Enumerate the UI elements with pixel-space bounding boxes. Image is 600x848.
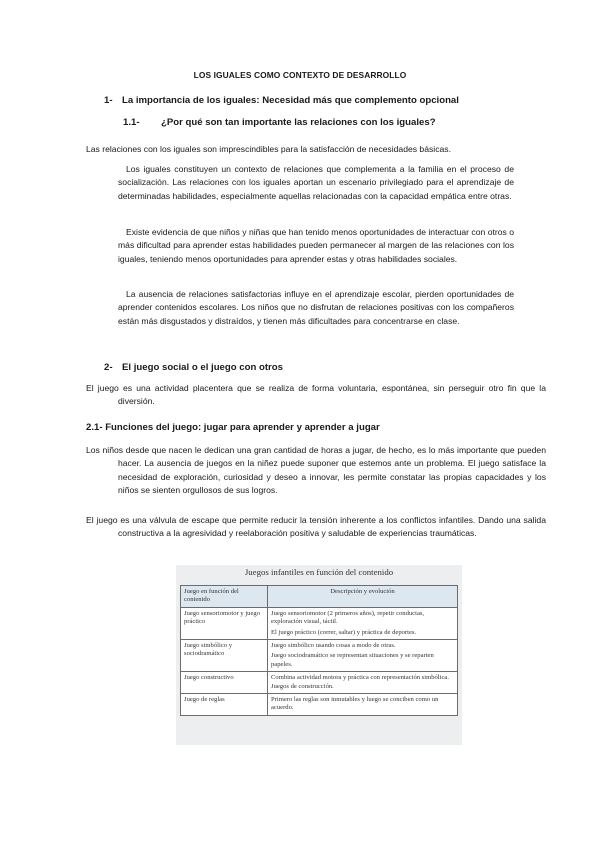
- section-2-number: 2-: [104, 362, 113, 373]
- table-header-cell: Juego en función del contenido: [181, 586, 268, 608]
- table-cell-type: Juego sensoriomotor y juego práctico: [181, 607, 268, 639]
- table-cell-description-line: Juego simbólico usando cosas a modo de otras.: [271, 642, 396, 650]
- section-1-paragraph-2: Existe evidencia de que niños y niñas que han tenido menos oportunidades de interactuar con otros o más dificultad para aprender estas habilidades pueden permanecer al margen de las relaciones con los iguales, teniendo menos oportunidades para aprender estas y otras habilidades sociales.: [118, 227, 514, 264]
- table-cell-description-line: Juego sensoriomotor (2 primeros años), repetir conductas, exploración visual, táctil.: [271, 609, 425, 626]
- table-cell-description: [268, 607, 458, 639]
- table-cell-type: Juego constructivo: [181, 672, 268, 694]
- section-1-paragraph-3: La ausencia de relaciones satisfactorias influye en el aprendizaje escolar, pierden oportunidades de aprender contenidos escolares. Los niños que no disfrutan de relaciones positivas con los compañeros están más disgustados y distraídos, y tienen más dificultades para concentrarse en clase.: [118, 289, 514, 326]
- section-2-1-heading: 2.1- Funciones del juego: jugar para aprender y aprender a jugar: [86, 422, 380, 433]
- section-2-heading: [104, 362, 524, 373]
- section-1-1-title: ¿Por qué son tan importante las relaciones con los iguales?: [161, 117, 436, 128]
- section-2-1-paragraph-2: El juego es una válvula de escape que permite reducir la tensión inherente a los conflictos infantiles. Dando una salida constructiva a la agresividad y reelaboración positiva y saludable de experiencias traumáticas.: [86, 515, 546, 539]
- section-1-intro: Las relaciones con los iguales son imprescindibles para la satisfacción de necesidades básicas.: [86, 144, 451, 154]
- table-cell-description: [268, 640, 458, 672]
- section-2-intro: El juego es una actividad placentera que se realiza de forma voluntaria, espontánea, sin perseguir otro fin que la diversión.: [86, 383, 546, 407]
- table-cell-description: Primero las reglas son inmutables y luego se conciben como un acuerdo.: [268, 694, 458, 716]
- table-cell-description-line: Juego sociodramático se representan situaciones y se reparten papeles.: [271, 652, 434, 668]
- table-caption: Juegos infantiles en función del contenido: [244, 567, 394, 577]
- table-cell-type: Juego de reglas: [181, 694, 268, 716]
- table-header-cell: Descripción y evolución: [268, 586, 458, 608]
- section-1-1-number: 1.1-: [123, 117, 140, 128]
- section-1-1-heading: [123, 117, 543, 128]
- table-row: [181, 640, 458, 672]
- table-cell-type: Juego simbólico y sociodramático: [181, 640, 268, 672]
- section-1-title: La importancia de los iguales: Necesidad más que complemento opcional: [122, 95, 459, 106]
- document-title: LOS IGUALES COMO CONTEXTO DE DESARROLLO: [193, 70, 407, 80]
- section-2-title: El juego social o el juego con otros: [122, 362, 283, 373]
- table-row: [181, 607, 458, 639]
- table-cell-description-line: El juego práctico (correr, saltar) y práctica de deportes.: [271, 628, 417, 636]
- table-header-row: [181, 586, 458, 608]
- juegos-table: [180, 585, 458, 716]
- section-2-1-paragraph-1: Los niños desde que nacen le dedican una gran cantidad de horas a jugar, de hecho, es lo más importante que pueden hacer. La ausencia de juegos en la niñez puede suponer que estemos ante un problema. El juego satisface la necesidad de exploración, curiosidad y deseo a innovar, les permite constatar las propias capacidades y los niños se sienten orgullosos de sus logros.: [86, 445, 546, 496]
- section-1-number: 1-: [104, 95, 113, 106]
- table-row: [181, 672, 458, 694]
- juegos-table-figure: [176, 565, 462, 745]
- section-1-heading: [104, 95, 544, 106]
- table-row: [181, 694, 458, 716]
- table-cell-description: Combina actividad motora y práctica con representación simbólica. Juegos de construcción.: [268, 672, 458, 694]
- section-1-paragraph-1: Los iguales constituyen un contexto de relaciones que complementa a la familia en el proceso de socialización. Las relaciones con los iguales aportan un escenario privilegiado para el aprendizaje de determinadas habilidades, especialmente aquellas relacionadas con la capacidad empática entre otras.: [118, 164, 514, 201]
